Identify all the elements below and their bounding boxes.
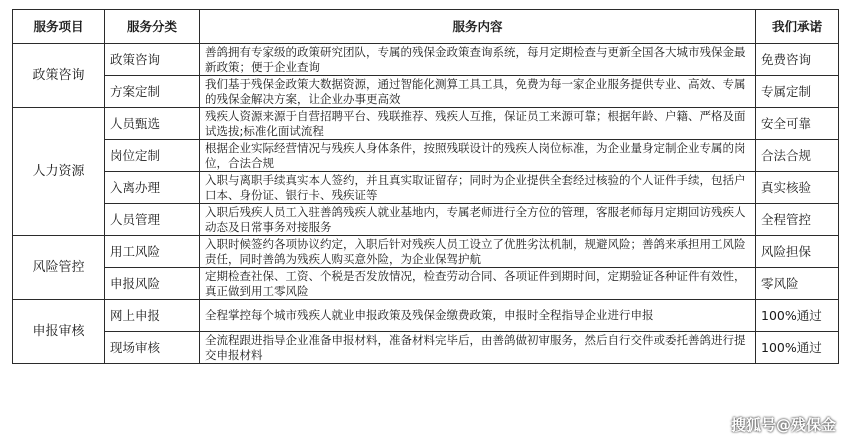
subcategory-cell: 岗位定制	[105, 140, 200, 172]
subcategory-cell: 人员甄选	[105, 108, 200, 140]
service-table	[12, 9, 839, 364]
content-cell: 我们基于残保金政策大数据资源，通过智能化测算工具工具，免费为每一家企业服务提供专业、高效、专属的残保金解决方案，让企业办事更高效	[200, 76, 756, 108]
promise-cell: 真实核验	[756, 172, 839, 204]
subcategory-cell: 用工风险	[105, 236, 200, 268]
header-service-item: 服务项目	[13, 10, 105, 44]
table-row	[13, 44, 839, 76]
table-row	[13, 332, 839, 364]
content-cell: 入职时候签约各项协议约定，入职后针对残疾人员工设立了优胜劣汰机制，规避风险；善鸽来承担用工风险责任，同时善鸽为残疾人购买意外险，为企业保驾护航	[200, 236, 756, 268]
promise-cell: 安全可靠	[756, 108, 839, 140]
subcategory-cell: 网上申报	[105, 300, 200, 332]
category-cell: 人力资源	[13, 108, 105, 236]
promise-cell: 风险担保	[756, 236, 839, 268]
content-cell: 全程掌控每个城市残疾人就业申报政策及残保金缴费政策，申报时全程指导企业进行申报	[200, 300, 756, 332]
promise-cell: 免费咨询	[756, 44, 839, 76]
content-cell: 全流程跟进指导企业准备申报材料，准备材料完毕后，由善鸽做初审服务，然后自行交件或委托善鸽进行提交申报材料	[200, 332, 756, 364]
header-our-promise: 我们承诺	[756, 10, 839, 44]
content-cell: 善鸽拥有专家级的政策研究团队，专属的残保金政策查询系统，每月定期检查与更新全国各大城市残保金最新政策；便于企业查询	[200, 44, 756, 76]
header-row	[13, 10, 839, 44]
table-row	[13, 76, 839, 108]
watermark: 搜狐号@残保金	[730, 416, 836, 434]
content-cell: 定期检查社保、工资、个税是否发放情况，检查劳动合同、各项证件到期时间，定期验证各种证件有效性，真正做到用工零风险	[200, 268, 756, 300]
content-cell: 入职与离职手续真实本人签约，并且真实取证留存；同时为企业提供全套经过核验的个人证件手续，包括户口本、身份证、银行卡、残疾证等	[200, 172, 756, 204]
table-row	[13, 300, 839, 332]
promise-cell: 100%通过	[756, 332, 839, 364]
category-cell: 政策咨询	[13, 44, 105, 108]
table-row	[13, 108, 839, 140]
subcategory-cell: 入离办理	[105, 172, 200, 204]
promise-cell: 100%通过	[756, 300, 839, 332]
content-cell: 入职后残疾人员工入驻善鸽残疾人就业基地内，专属老师进行全方位的管理，客服老师每月定期回访残疾人动态及日常事务对接服务	[200, 204, 756, 236]
promise-cell: 合法合规	[756, 140, 839, 172]
promise-cell: 全程管控	[756, 204, 839, 236]
content-cell: 根据企业实际经营情况与残疾人身体条件，按照残联设计的残疾人岗位标准，为企业量身定制企业专属的岗位，合法合规	[200, 140, 756, 172]
table-row	[13, 172, 839, 204]
subcategory-cell: 申报风险	[105, 268, 200, 300]
subcategory-cell: 方案定制	[105, 76, 200, 108]
promise-cell: 专属定制	[756, 76, 839, 108]
content-cell: 残疾人资源来源于自营招聘平台、残联推荐、残疾人互推，保证员工来源可靠；根据年龄、户籍、严格及面试选拔;标准化面试流程	[200, 108, 756, 140]
table-row	[13, 268, 839, 300]
subcategory-cell: 人员管理	[105, 204, 200, 236]
header-service-category: 服务分类	[105, 10, 200, 44]
table-row	[13, 140, 839, 172]
header-service-content: 服务内容	[200, 10, 756, 44]
category-cell: 申报审核	[13, 300, 105, 364]
subcategory-cell: 政策咨询	[105, 44, 200, 76]
table-row	[13, 236, 839, 268]
category-cell: 风险管控	[13, 236, 105, 300]
table-row	[13, 204, 839, 236]
promise-cell: 零风险	[756, 268, 839, 300]
subcategory-cell: 现场审核	[105, 332, 200, 364]
